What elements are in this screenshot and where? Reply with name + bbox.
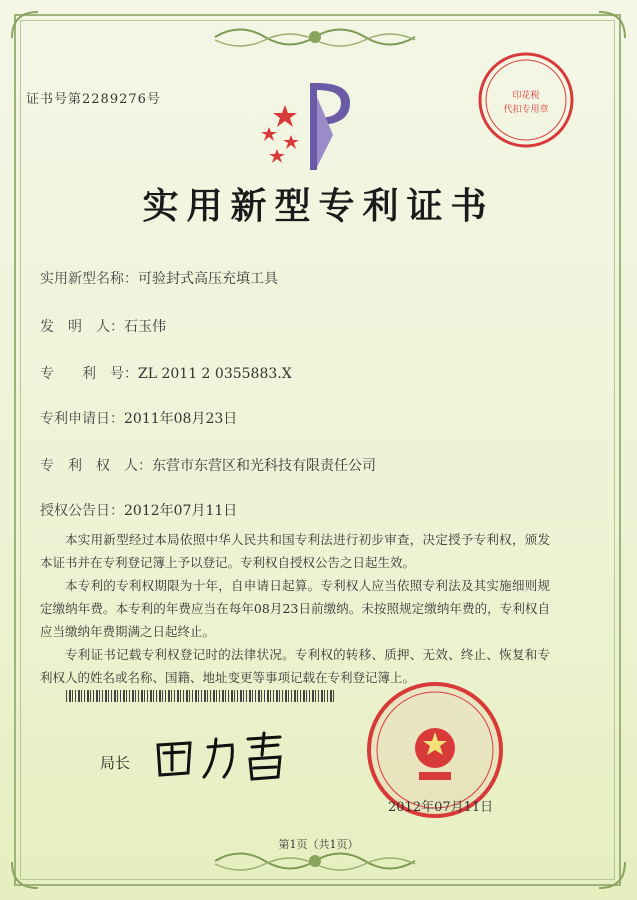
inventor-field [40, 316, 166, 336]
corner-ornament-icon [10, 860, 40, 890]
patentee-field [40, 455, 376, 475]
grant-announcement-date-field [40, 500, 237, 520]
field-value: 东营市东营区和光科技有限责任公司 [152, 458, 376, 474]
page-number: 第1页（共1页） [278, 838, 359, 851]
seal-date: 2012年07月11日 [388, 800, 494, 815]
svg-text:印花税: 印花税 [512, 91, 540, 101]
corner-ornament-icon [597, 860, 627, 890]
corner-ornament-icon [10, 10, 40, 40]
field-label: 专 利 权 人： [40, 458, 152, 474]
body-paragraph: 本实用新型经过本局依照中华人民共和国专利法进行初步审查，决定授予专利权，颁发本证书并在专利登记簿上予以登记。专利权自授权公告之日起生效。 [40, 532, 550, 570]
field-value: ZL 2011 2 0355883.X [138, 366, 292, 382]
field-label: 专利申请日： [40, 411, 124, 427]
field-label: 授权公告日： [40, 503, 124, 519]
svg-text:代扣专用章: 代扣专用章 [503, 105, 549, 115]
top-ornament-icon [210, 22, 420, 52]
director-label: 局长 [100, 754, 131, 772]
application-date-field [40, 408, 237, 428]
field-value: 2012年07月11日 [124, 503, 238, 519]
body-paragraph: 专利证书记载专利权登记时的法律状况。专利权的转移、质押、无效、终止、恢复和专利权人的姓名或名称、国籍、地址变更等事项记载在专利登记簿上。 [40, 647, 550, 685]
body-paragraph: 本专利的专利权期限为十年，自申请日起算。专利权人应当依照专利法及其实施细则规定缴纳年费。本专利的年费应当在每年08月23日前缴纳。未按照规定缴纳年费的，专利权自应当缴纳年费期满之日起终止。 [40, 578, 550, 639]
field-label: 发 明 人： [40, 319, 124, 335]
field-value: 可验封式高压充填工具 [138, 271, 278, 287]
corner-ornament-icon [597, 10, 627, 40]
certificate-body-text [40, 528, 550, 689]
barcode [66, 690, 336, 702]
director-signature-icon [150, 725, 300, 785]
page-title: 实用新型专利证书 [142, 185, 495, 227]
utility-model-name-field [40, 268, 278, 288]
field-value: 2011年08月23日 [124, 411, 238, 427]
certificate-number: 证书号第2289276号 [26, 92, 161, 107]
tax-stamp-seal-icon [476, 50, 576, 150]
patent-office-logo-icon [255, 75, 375, 175]
patent-number-field [40, 363, 292, 383]
field-label: 专 利 号： [40, 366, 138, 382]
field-value: 石玉伟 [124, 319, 166, 335]
field-label: 实用新型名称： [40, 271, 138, 287]
